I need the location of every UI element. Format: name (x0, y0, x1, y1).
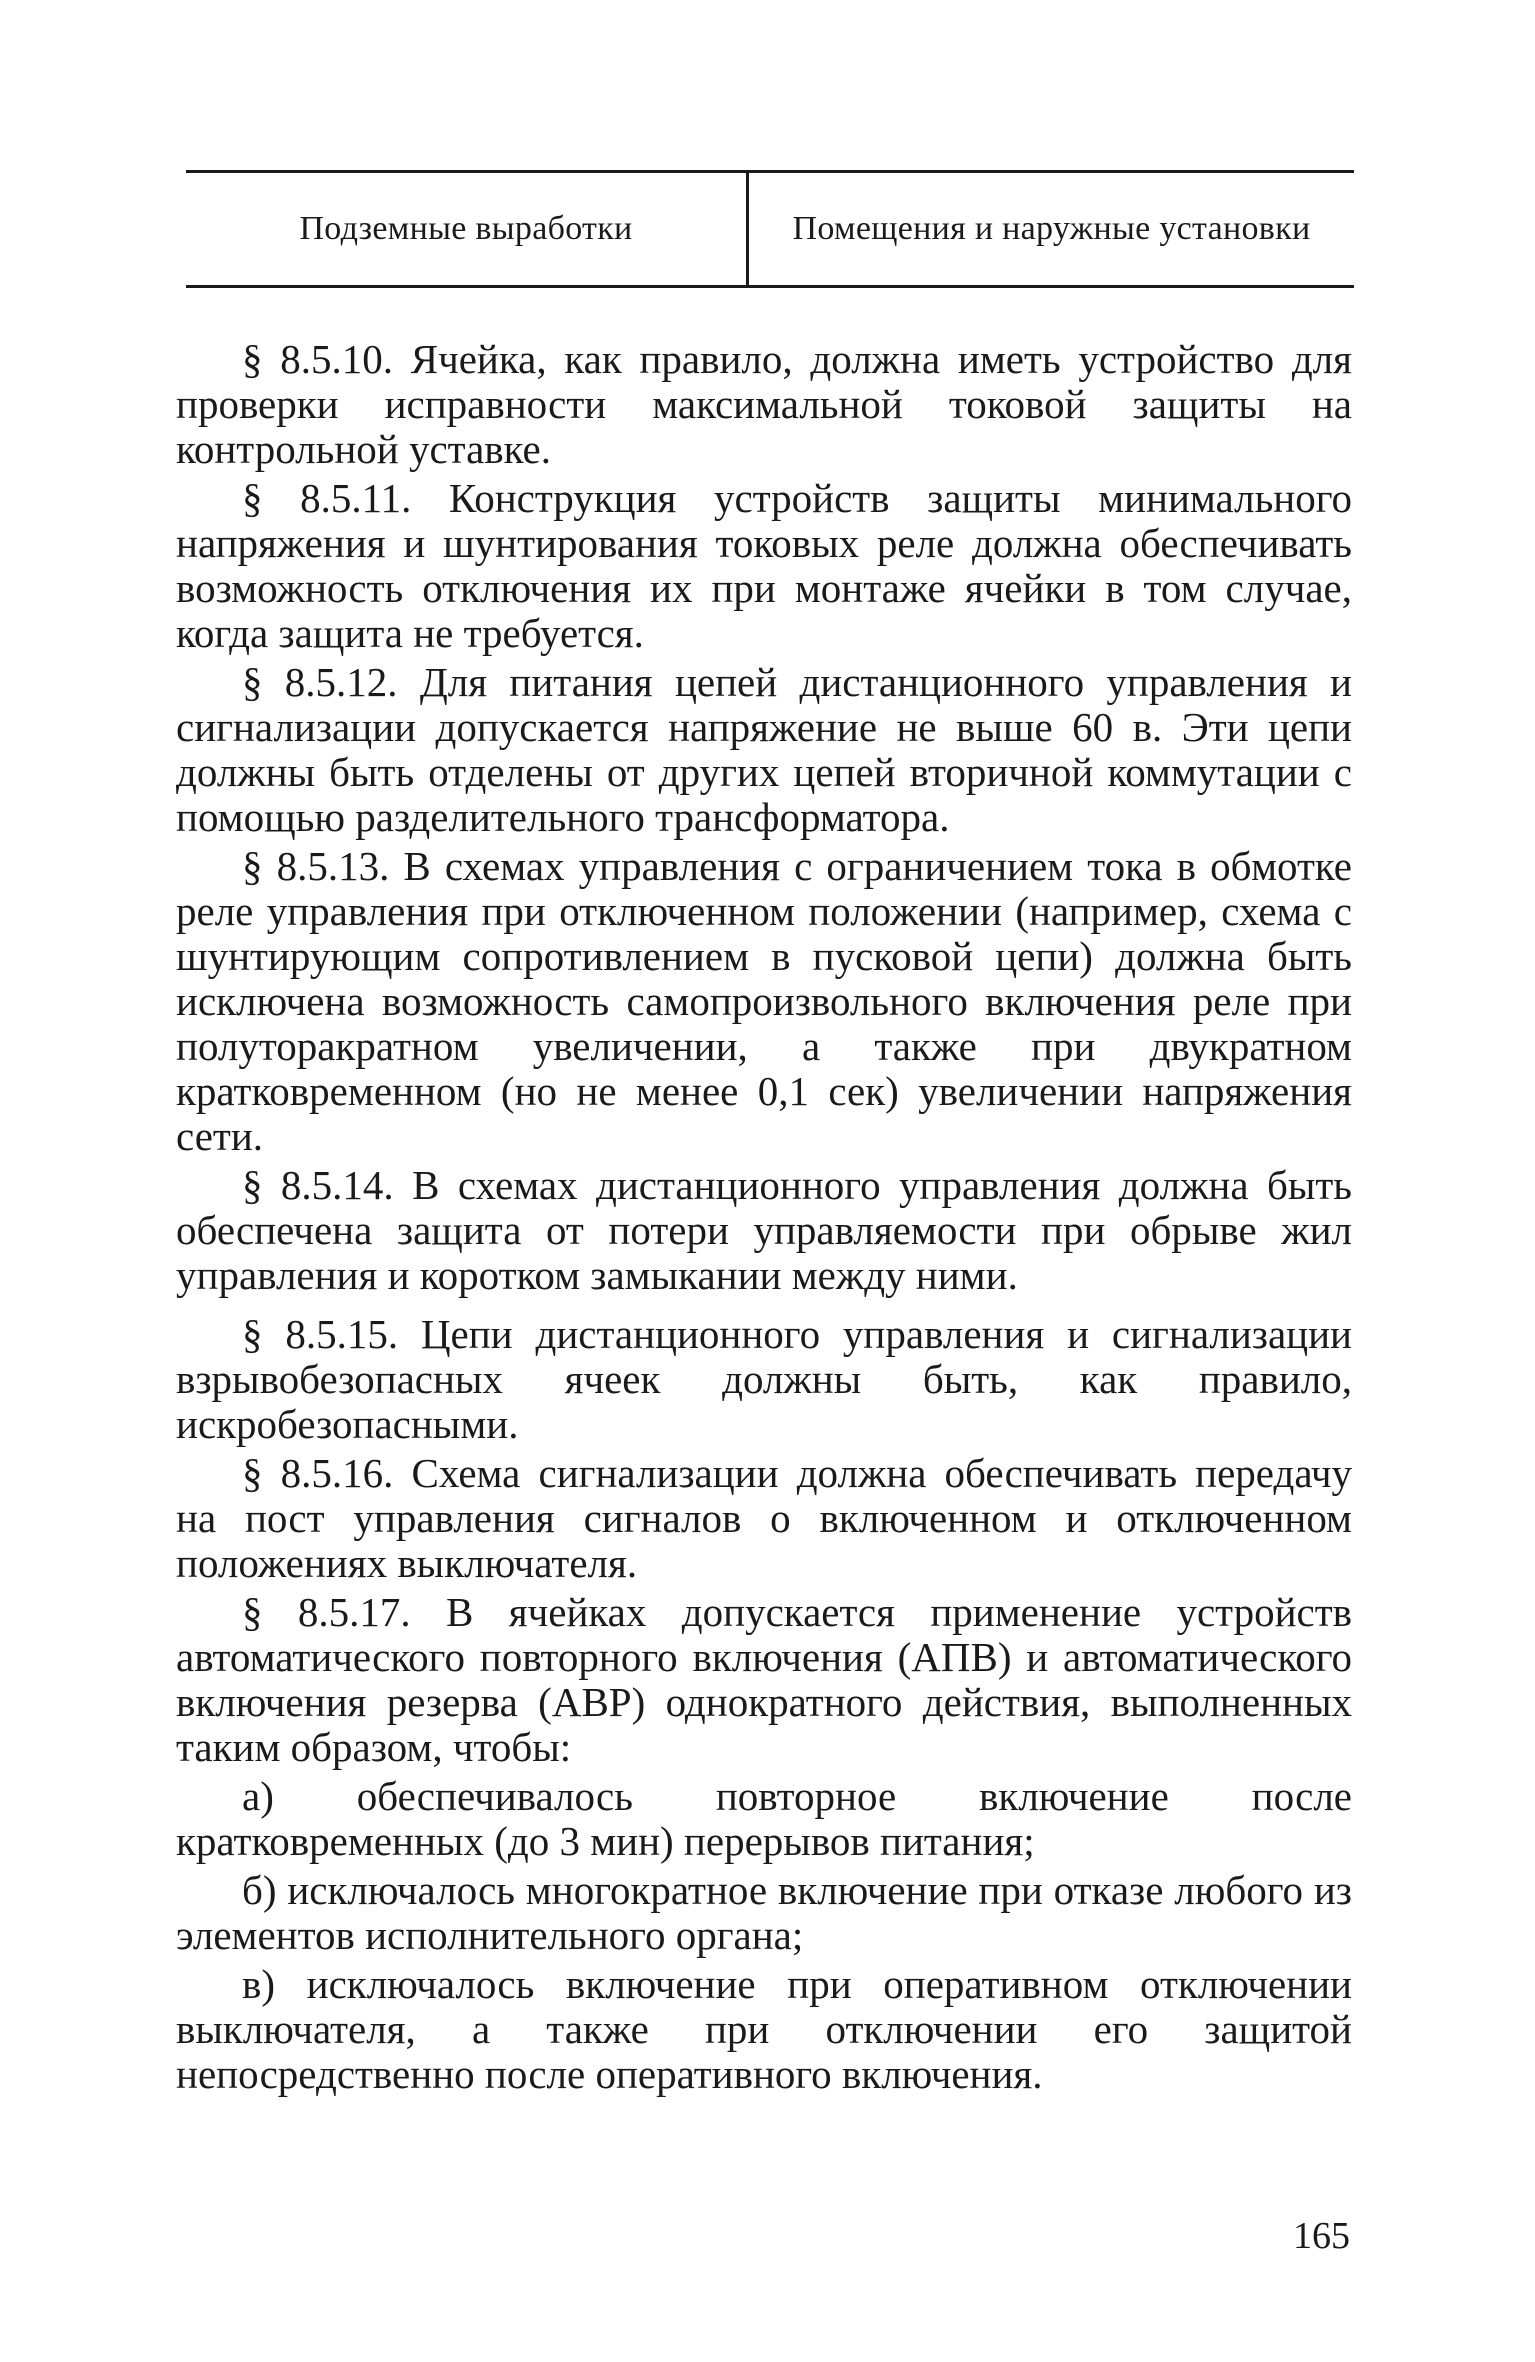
paragraph-8-5-17: § 8.5.17. В ячейках допускается применение устройств автоматического повторного включения (АПВ) и автоматического включения резерва (АВР) однократного действия, выполненных таким образом, чтобы: (176, 1589, 1352, 1770)
header-left-title: Подземные выработки (299, 210, 633, 247)
paragraph-8-5-11: § 8.5.11. Конструкция устройств защиты минимального напряжения и шунтирования токовых реле должна обеспечивать возможность отключения их при монтаже ячейки в том случае, когда защита не требуется. (176, 475, 1352, 656)
paragraph-8-5-16: § 8.5.16. Схема сигнализации должна обеспечивать передачу на пост управления сигналов о включенном и отключенном положениях выключателя. (176, 1450, 1352, 1586)
page-number: 165 (1293, 2215, 1350, 2257)
paragraph-8-5-14: § 8.5.14. В схемах дистанционного управления должна быть обеспечена защита от потери управляемости при обрыве жил управления и коротком замыкании между ними. (176, 1162, 1352, 1298)
paragraph-8-5-15: § 8.5.15. Цепи дистанционного управления и сигнализации взрывобезопасных ячеек должны быть, как правило, искробезопасными. (176, 1311, 1352, 1447)
list-item-b: б) исключалось многократное включение при отказе любого из элементов исполнительного органа; (176, 1867, 1352, 1958)
paragraph-8-5-10: § 8.5.10. Ячейка, как правило, должна иметь устройство для проверки исправности максимальной токовой защиты на контрольной уставке. (176, 336, 1352, 472)
header-right-title: Помещения и наружные установки (792, 210, 1311, 247)
list-item-v: в) исключалось включение при оперативном отключении выключателя, а также при отключении его защитой непосредственно после оперативного включения. (176, 1961, 1352, 2097)
paragraph-8-5-13: § 8.5.13. В схемах управления с ограничением тока в обмотке реле управления при отключенном положении (например, схема с шунтирующим сопротивлением в пусковой цепи) должна быть исключена возможность самопроизвольного включения реле при полуторакратном увеличении, а также при двукратном кратковременном (но не менее 0,1 сек) увеличении напряжения сети. (176, 843, 1352, 1159)
running-header (186, 170, 1354, 288)
paragraph-8-5-12: § 8.5.12. Для питания цепей дистанционного управления и сигнализации допускается напряжение не выше 60 в. Эти цепи должны быть отделены от других цепей вторичной коммутации с помощью разделительного трансформатора. (176, 659, 1352, 840)
list-item-a: а) обеспечивалось повторное включение после кратковременных (до 3 мин) перерывов питания; (176, 1773, 1352, 1864)
body-text (176, 337, 1352, 2101)
